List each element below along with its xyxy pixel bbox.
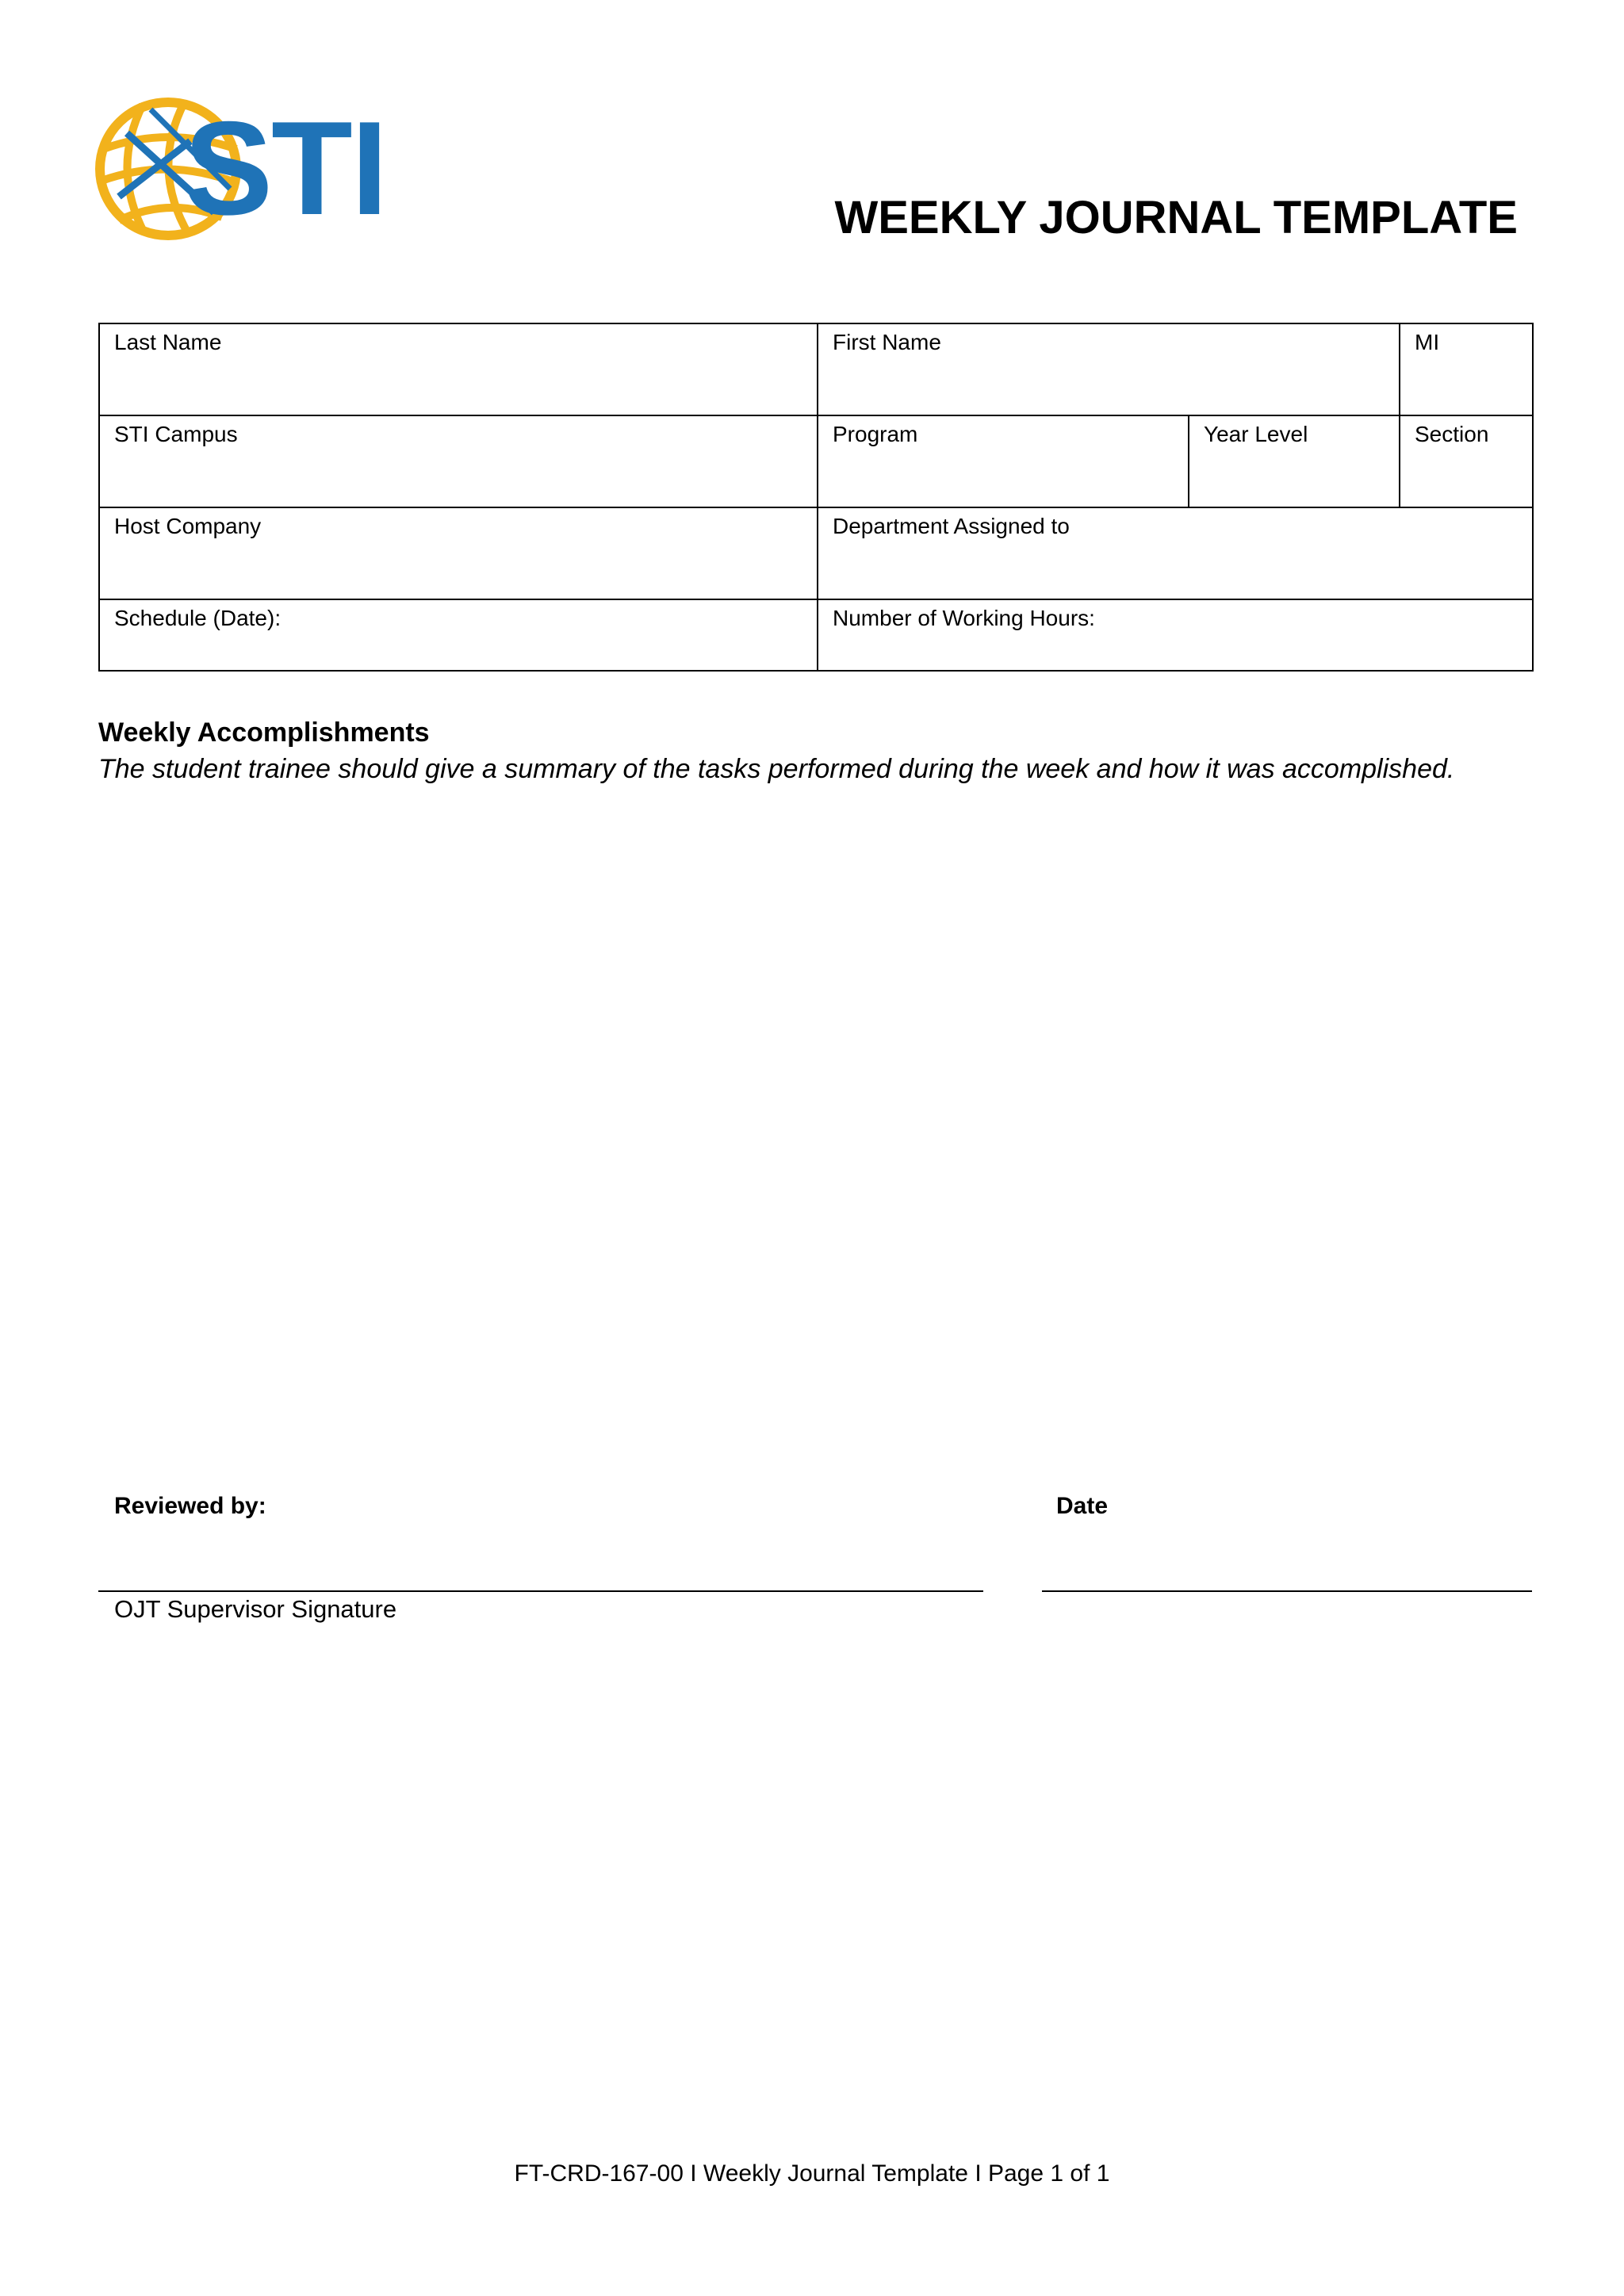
program-label: Program	[833, 422, 918, 446]
mi-field[interactable]	[1400, 323, 1533, 415]
accomplishments-description: The student trainee should give a summary of the tasks performed during the week and how it was accomplished.	[98, 754, 1455, 784]
last-name-label: Last Name	[114, 330, 222, 354]
date-line[interactable]	[1042, 1590, 1532, 1592]
host-company-label: Host Company	[114, 514, 262, 538]
page-title: WEEKLY JOURNAL TEMPLATE	[834, 192, 1518, 243]
table-row	[99, 415, 1533, 507]
first-name-label: First Name	[833, 330, 941, 354]
table-row	[99, 507, 1533, 599]
table-row	[99, 323, 1533, 415]
year-level-label: Year Level	[1204, 422, 1308, 446]
schedule-label: Schedule (Date):	[114, 606, 282, 630]
first-name-field[interactable]	[818, 323, 1400, 415]
sti-logo	[95, 94, 387, 244]
department-label: Department Assigned to	[833, 514, 1070, 538]
campus-label: STI Campus	[114, 422, 238, 446]
program-field[interactable]	[818, 415, 1189, 507]
table-row	[99, 599, 1533, 671]
page-footer: FT-CRD-167-00 I Weekly Journal Template I Page 1 of 1	[514, 2160, 1110, 2187]
schedule-field[interactable]	[99, 599, 818, 671]
signature-line[interactable]	[98, 1590, 983, 1592]
logo-wordmark: STI	[184, 94, 387, 243]
year-level-field[interactable]	[1189, 415, 1400, 507]
working-hours-field[interactable]	[818, 599, 1533, 671]
working-hours-label: Number of Working Hours:	[833, 606, 1095, 630]
reviewed-by-label: Reviewed by:	[114, 1493, 266, 1519]
host-company-field[interactable]	[99, 507, 818, 599]
date-label: Date	[1056, 1493, 1109, 1519]
department-field[interactable]	[818, 507, 1533, 599]
mi-label: MI	[1415, 330, 1440, 354]
last-name-field[interactable]	[99, 323, 818, 415]
accomplishments-heading: Weekly Accomplishments	[98, 718, 430, 748]
section-label: Section	[1415, 422, 1489, 446]
student-info-table	[98, 323, 1534, 672]
campus-field[interactable]	[99, 415, 818, 507]
section-field[interactable]	[1400, 415, 1533, 507]
signature-caption: OJT Supervisor Signature	[114, 1595, 397, 1623]
